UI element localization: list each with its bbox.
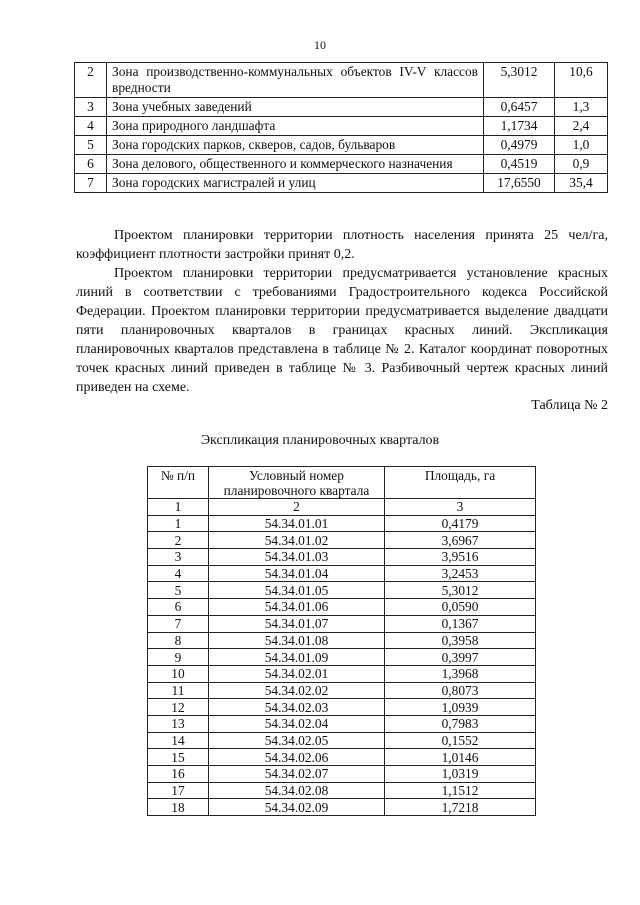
zone-percent: 35,4	[555, 174, 608, 193]
row-number: 18	[148, 799, 209, 816]
table-row	[148, 632, 536, 649]
row-number: 1	[148, 515, 209, 532]
quarter-area: 0,0590	[385, 599, 536, 616]
zone-row	[75, 174, 608, 193]
zone-area: 17,6550	[484, 174, 555, 193]
table-row	[148, 782, 536, 799]
table-row	[148, 649, 536, 666]
table-row	[148, 549, 536, 566]
quarter-area: 1,0319	[385, 766, 536, 783]
zone-name: Зона производственно-коммунальных объектов IV-V классов вредности	[107, 63, 484, 98]
zones-table	[74, 62, 608, 193]
row-number: 14	[148, 732, 209, 749]
page-number: 10	[314, 38, 326, 52]
header-num: № п/п	[148, 467, 209, 499]
zone-percent: 1,3	[555, 98, 608, 117]
row-number: 16	[148, 766, 209, 783]
row-number: 2	[148, 532, 209, 549]
row-number: 3	[148, 549, 209, 566]
zone-row	[75, 63, 608, 98]
table-title: Экспликация планировочных кварталов	[200, 433, 440, 448]
quarter-id: 54.34.01.09	[209, 649, 385, 666]
table-row	[148, 715, 536, 732]
table-row	[148, 515, 536, 532]
zone-name: Зона городских магистралей и улиц	[107, 174, 484, 193]
zone-area: 5,3012	[484, 63, 555, 98]
quarter-id: 54.34.01.02	[209, 532, 385, 549]
quarter-id: 54.34.01.03	[209, 549, 385, 566]
zone-num: 7	[75, 174, 107, 193]
row-number: 12	[148, 699, 209, 716]
quarter-area: 3,2453	[385, 565, 536, 582]
quarter-area: 3,6967	[385, 532, 536, 549]
zone-percent: 2,4	[555, 117, 608, 136]
quarter-id: 54.34.02.03	[209, 699, 385, 716]
quarter-area: 1,1512	[385, 782, 536, 799]
table-row	[148, 682, 536, 699]
zone-percent: 1,0	[555, 136, 608, 155]
zone-num: 6	[75, 155, 107, 174]
row-number: 8	[148, 632, 209, 649]
quarter-id: 54.34.01.06	[209, 599, 385, 616]
zone-row	[75, 155, 608, 174]
table-header-row	[148, 467, 536, 499]
table-row	[148, 749, 536, 766]
quarter-area: 0,4179	[385, 515, 536, 532]
col-number-1: 1	[148, 499, 209, 516]
quarters-table	[147, 466, 536, 816]
table-label: Таблица № 2	[531, 398, 608, 413]
zone-row	[75, 98, 608, 117]
zone-area: 0,6457	[484, 98, 555, 117]
quarter-id: 54.34.02.05	[209, 732, 385, 749]
quarter-area: 1,0146	[385, 749, 536, 766]
zone-name: Зона природного ландшафта	[107, 117, 484, 136]
header-area: Площадь, га	[385, 467, 536, 499]
row-number: 7	[148, 615, 209, 632]
table-row	[148, 615, 536, 632]
zone-num: 5	[75, 136, 107, 155]
zone-area: 0,4519	[484, 155, 555, 174]
zone-percent: 0,9	[555, 155, 608, 174]
table-row	[148, 766, 536, 783]
quarter-area: 0,1552	[385, 732, 536, 749]
table-row	[148, 799, 536, 816]
row-number: 17	[148, 782, 209, 799]
zone-area: 1,1734	[484, 117, 555, 136]
row-number: 11	[148, 682, 209, 699]
quarter-area: 1,0939	[385, 699, 536, 716]
zone-percent: 10,6	[555, 63, 608, 98]
quarter-area: 0,3958	[385, 632, 536, 649]
quarter-id: 54.34.01.08	[209, 632, 385, 649]
zone-name: Зона учебных заведений	[107, 98, 484, 117]
row-number: 4	[148, 565, 209, 582]
quarter-area: 0,1367	[385, 615, 536, 632]
quarter-area: 1,7218	[385, 799, 536, 816]
table-row	[148, 565, 536, 582]
header-quarter-id: Условный номер планировочного квартала	[209, 467, 385, 499]
col-number-3: 3	[385, 499, 536, 516]
zone-row	[75, 136, 608, 155]
zone-num: 4	[75, 117, 107, 136]
table-row	[148, 732, 536, 749]
column-number-row	[148, 499, 536, 516]
row-number: 10	[148, 665, 209, 682]
quarter-id: 54.34.01.04	[209, 565, 385, 582]
row-number: 13	[148, 715, 209, 732]
zone-num: 2	[75, 63, 107, 98]
quarter-area: 0,3997	[385, 649, 536, 666]
quarter-id: 54.34.02.08	[209, 782, 385, 799]
quarter-id: 54.34.02.09	[209, 799, 385, 816]
quarter-id: 54.34.02.02	[209, 682, 385, 699]
density-paragraph: Проектом планировки территории плотность населения принята 25 чел/га, коэффициент плотности застройки принят 0,2.	[76, 228, 608, 262]
quarter-id: 54.34.01.07	[209, 615, 385, 632]
quarter-id: 54.34.02.04	[209, 715, 385, 732]
quarter-id: 54.34.01.05	[209, 582, 385, 599]
col-number-2: 2	[209, 499, 385, 516]
quarter-id: 54.34.02.06	[209, 749, 385, 766]
quarter-area: 0,7983	[385, 715, 536, 732]
red-lines-paragraph: Проектом планировки территории предусматривается установление красных линий в соответствии с требованиями Градостроительного кодекса Российской Федерации. Проектом планировки территории предусматривается выделение двадцати пяти планировочных кварталов в границах красных линий. Экспликация планировочных кварталов представлена в таблице № 2. Каталог координат поворотных точек красных линий приведен в таблице № 3. Разбивочный чертеж красных линий приведен на схеме.	[76, 266, 608, 395]
table-row	[148, 699, 536, 716]
row-number: 5	[148, 582, 209, 599]
zone-name: Зона делового, общественного и коммерческого назначения	[107, 155, 484, 174]
quarter-id: 54.34.02.07	[209, 766, 385, 783]
row-number: 6	[148, 599, 209, 616]
table-row	[148, 532, 536, 549]
table-row	[148, 599, 536, 616]
quarter-area: 0,8073	[385, 682, 536, 699]
quarter-id: 54.34.01.01	[209, 515, 385, 532]
zone-row	[75, 117, 608, 136]
quarter-area: 1,3968	[385, 665, 536, 682]
row-number: 9	[148, 649, 209, 666]
quarter-area: 3,9516	[385, 549, 536, 566]
table-row	[148, 582, 536, 599]
zone-area: 0,4979	[484, 136, 555, 155]
quarter-id: 54.34.02.01	[209, 665, 385, 682]
zone-num: 3	[75, 98, 107, 117]
zone-name: Зона городских парков, скверов, садов, бульваров	[107, 136, 484, 155]
table-row	[148, 665, 536, 682]
row-number: 15	[148, 749, 209, 766]
quarter-area: 5,3012	[385, 582, 536, 599]
